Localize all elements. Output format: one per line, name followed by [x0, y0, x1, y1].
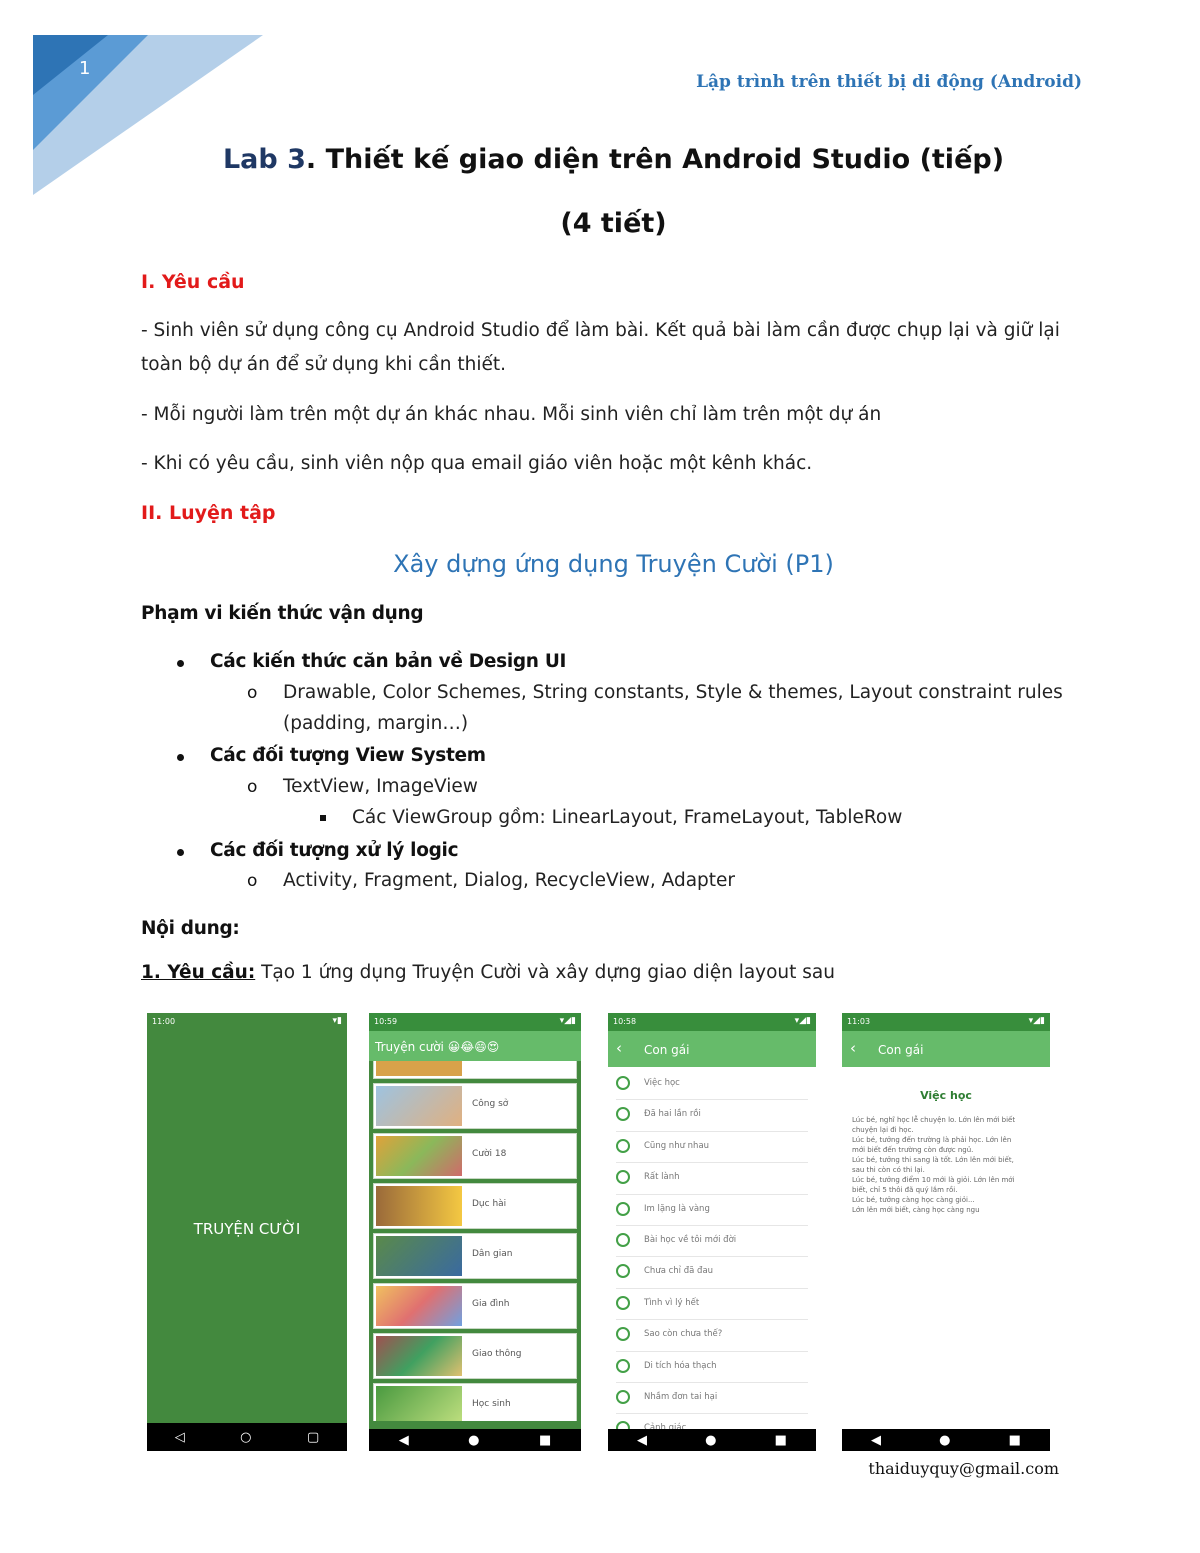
list-item[interactable]	[373, 1083, 577, 1129]
bullet-dot	[177, 849, 184, 856]
category-label: Công sở	[472, 1099, 509, 1109]
requirement-label: 1. Yêu cầu:	[141, 962, 256, 983]
back-icon[interactable]: ◁	[174, 1429, 185, 1445]
story-label: Rất lành	[644, 1172, 680, 1183]
bullet-subsubitem: Các ViewGroup gồm: LinearLayout, FrameLayout, TableRow	[352, 807, 903, 828]
list-item[interactable]	[373, 1061, 577, 1079]
requirement-paragraph: - Khi có yêu cầu, sinh viên nộp qua email giáo viên hoặc một kênh khác.	[141, 453, 813, 474]
square-bullet	[320, 815, 326, 821]
course-title: Lập trình trên thiết bị di động (Android)	[696, 72, 1082, 92]
smile-icon	[616, 1233, 630, 1247]
list-item[interactable]	[616, 1226, 808, 1257]
category-label: Học sinh	[472, 1399, 511, 1409]
story-label: Bài học về tôi mới đời	[644, 1234, 737, 1245]
category-image	[376, 1336, 462, 1376]
story-list	[608, 1069, 816, 1446]
smile-icon	[616, 1264, 630, 1278]
story-body: Lúc bé, nghĩ học lễ chuyện lo. Lớn lên mới biết chuyện lại đi học. Lúc bé, tưởng đến trường là phải học. Lớn lên mới biết đến trường còn được ngủ. Lúc bé, tưởng thi sang là tốt. Lớn lên mới biết, sau thi còn có thi lại. Lúc bé, tưởng điểm 10 mới là giỏi. Lớn lên mới biết, chỉ 5 thôi đã quý lắm rồi. Lúc bé, tưởng càng học càng giỏi... Lớn lên mới biết, càng học càng ngu	[852, 1116, 1016, 1214]
home-icon[interactable]: ●	[939, 1432, 951, 1448]
smile-icon	[616, 1359, 630, 1373]
page-number: 1	[79, 58, 91, 79]
status-bar	[147, 1013, 347, 1031]
smile-icon	[616, 1390, 630, 1404]
content-heading: Nội dung:	[141, 918, 240, 939]
lab-title-rest: . Thiết kế giao diện trên Android Studio (tiếp)	[305, 144, 1005, 175]
nav-bar	[608, 1429, 816, 1451]
back-arrow-icon[interactable]: ‹	[616, 1039, 622, 1057]
nav-bar	[147, 1423, 347, 1451]
story-label: Nhầm đơn tai hại	[644, 1391, 718, 1402]
story-label: Việc học	[644, 1078, 680, 1088]
circle-bullet: o	[247, 777, 258, 797]
story-label: Sao còn chưa thế?	[644, 1329, 723, 1340]
status-time: 10:58	[613, 1017, 637, 1026]
back-icon[interactable]: ◀	[398, 1432, 409, 1448]
splash-title: TRUYỆN CƯỜI	[193, 1220, 301, 1238]
category-list	[373, 1061, 577, 1421]
list-item[interactable]	[616, 1257, 808, 1288]
story-label: Im lặng là vàng	[644, 1203, 710, 1214]
status-time: 11:00	[152, 1017, 176, 1026]
bullet-dot	[177, 660, 184, 667]
app-bar	[608, 1031, 816, 1067]
story-label: Chưa chỉ đã đau	[644, 1266, 714, 1277]
bullet-subitem: Drawable, Color Schemes, String constants, Style & themes, Layout constraint rules	[283, 682, 1063, 703]
recents-icon[interactable]: ■	[1008, 1432, 1021, 1448]
story-title: Việc học	[920, 1089, 972, 1102]
smile-icon	[616, 1296, 630, 1310]
requirement-text: Tạo 1 ứng dụng Truyện Cười và xây dựng giao diện layout sau	[255, 962, 835, 983]
status-bar	[842, 1013, 1050, 1031]
home-icon[interactable]: ○	[240, 1429, 252, 1445]
list-item[interactable]	[616, 1195, 808, 1226]
circle-bullet: o	[247, 871, 258, 891]
back-icon[interactable]: ◀	[637, 1432, 648, 1448]
phone-splash-screen	[147, 1013, 347, 1451]
phone-category-screen	[369, 1013, 581, 1451]
smile-icon	[616, 1139, 630, 1153]
category-image	[376, 1086, 462, 1126]
smile-icon	[616, 1327, 630, 1341]
list-item[interactable]	[616, 1320, 808, 1351]
recents-icon[interactable]: ■	[774, 1432, 787, 1448]
list-item[interactable]	[616, 1383, 808, 1414]
status-time: 10:59	[374, 1017, 398, 1026]
back-arrow-icon[interactable]: ‹	[850, 1039, 856, 1057]
status-bar	[608, 1013, 816, 1031]
category-image	[376, 1061, 462, 1076]
back-icon[interactable]: ◀	[871, 1432, 882, 1448]
signal-battery-icon: ▾◢▮	[559, 1016, 576, 1026]
status-bar	[369, 1013, 581, 1031]
signal-battery-icon: ▾◢▮	[794, 1016, 811, 1026]
list-item[interactable]	[373, 1233, 577, 1279]
story-label: Cũng như nhau	[644, 1140, 710, 1151]
bullet-item: Các kiến thức căn bản về Design UI	[210, 651, 567, 672]
story-label: Di tích hóa thạch	[644, 1360, 717, 1371]
section-heading-requirements: I. Yêu cầu	[141, 271, 245, 293]
app-bar	[369, 1031, 581, 1061]
bullet-subitem: Activity, Fragment, Dialog, RecycleView, Adapter	[283, 870, 736, 891]
requirement-line	[141, 962, 835, 983]
lab-duration: (4 tiết)	[560, 208, 667, 239]
phone-story-list-screen	[608, 1013, 816, 1451]
smile-icon	[616, 1170, 630, 1184]
app-bar	[842, 1031, 1050, 1067]
requirement-paragraph: - Sinh viên sử dụng công cụ Android Studio để làm bài. Kết quả bài làm cần được chụp lại và giữ lại toàn bộ dự án để sử dụng khi cần thiết.	[141, 320, 1060, 375]
lab-label: Lab 3	[222, 144, 306, 175]
app-bar-title: Con gái	[644, 1043, 690, 1057]
circle-bullet: o	[247, 683, 258, 703]
section-heading-practice: II. Luyện tập	[141, 502, 276, 524]
phone-story-detail-screen	[842, 1013, 1050, 1451]
bullet-item: Các đối tượng xử lý logic	[210, 840, 459, 861]
home-icon[interactable]: ●	[705, 1432, 717, 1448]
app-title: Xây dựng ứng dụng Truyện Cười (P1)	[393, 550, 834, 578]
smile-icon	[616, 1076, 630, 1090]
category-label: Dục hài	[472, 1199, 507, 1209]
category-image	[376, 1286, 462, 1326]
status-time: 11:03	[847, 1017, 871, 1026]
signal-battery-icon: ▾◢▮	[1028, 1016, 1045, 1026]
category-label: Cười 18	[472, 1149, 507, 1159]
list-item[interactable]	[616, 1069, 808, 1100]
bullet-subitem-cont: (padding, margin…)	[283, 713, 469, 734]
bullet-subitem: TextView, ImageView	[283, 776, 478, 797]
list-item[interactable]	[373, 1383, 577, 1421]
signal-battery-icon: ▾▮	[332, 1016, 342, 1026]
category-image	[376, 1236, 462, 1276]
category-label: Gia đình	[472, 1299, 510, 1309]
list-item[interactable]	[616, 1352, 808, 1383]
smile-icon	[616, 1107, 630, 1121]
category-label: Dân gian	[472, 1249, 513, 1259]
category-image	[376, 1386, 462, 1421]
list-item[interactable]	[373, 1183, 577, 1229]
lab-title	[0, 144, 1200, 175]
list-item[interactable]	[373, 1133, 577, 1179]
list-item[interactable]	[616, 1289, 808, 1320]
list-item[interactable]	[616, 1163, 808, 1194]
footer-email: thaiduyquy@gmail.com	[868, 1459, 1059, 1478]
story-label: Đã hai lần rồi	[644, 1109, 701, 1120]
list-item[interactable]	[616, 1100, 808, 1131]
requirement-paragraph: - Mỗi người làm trên một dự án khác nhau. Mỗi sinh viên chỉ làm trên một dự án	[141, 404, 882, 425]
bullet-dot	[177, 754, 184, 761]
app-bar-title: Con gái	[878, 1043, 924, 1057]
home-icon[interactable]: ●	[468, 1432, 480, 1448]
app-bar-title: Truyện cười 😀😂😄😍	[375, 1040, 500, 1054]
bullet-item: Các đối tượng View System	[210, 745, 486, 766]
list-item[interactable]	[373, 1333, 577, 1379]
scope-heading: Phạm vi kiến thức vận dụng	[141, 603, 424, 624]
nav-bar	[842, 1429, 1050, 1451]
nav-bar	[369, 1429, 581, 1451]
category-label: Giao thông	[472, 1349, 522, 1359]
category-image	[376, 1186, 462, 1226]
list-item[interactable]	[616, 1132, 808, 1163]
story-label: Tình vì lý hết	[644, 1297, 700, 1308]
list-item[interactable]	[373, 1283, 577, 1329]
category-image	[376, 1136, 462, 1176]
smile-icon	[616, 1202, 630, 1216]
recents-icon[interactable]: ■	[538, 1432, 552, 1448]
recents-icon[interactable]: ▢	[306, 1429, 320, 1445]
